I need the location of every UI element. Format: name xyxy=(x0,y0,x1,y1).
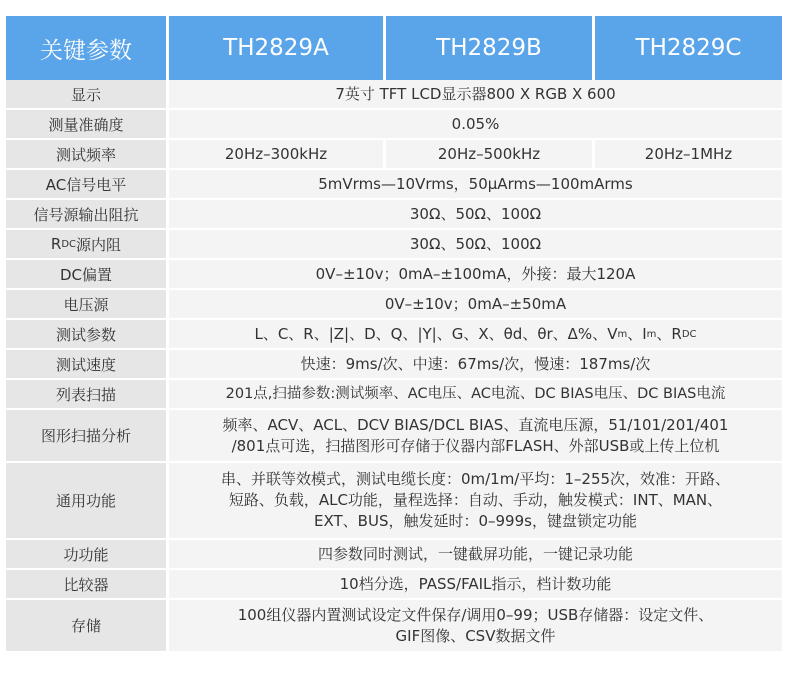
frequency-values xyxy=(169,140,782,168)
row-label: 测试速度 xyxy=(6,350,166,378)
row-label: 信号源输出阻抗 xyxy=(6,200,166,228)
row-storage xyxy=(6,600,782,653)
row-label: 测试参数 xyxy=(6,320,166,348)
row-voltage-source xyxy=(6,290,782,320)
row-value: 30Ω、50Ω、100Ω xyxy=(169,230,782,258)
row-aux xyxy=(6,540,782,570)
storage-line2: GIF图像、CSV数据文件 xyxy=(395,626,556,645)
row-display xyxy=(6,80,782,110)
row-graph-scan xyxy=(6,410,782,463)
row-speed xyxy=(6,350,782,380)
row-label: DC偏置 xyxy=(6,260,166,288)
frequency-b: 20Hz–500kHz xyxy=(386,140,592,168)
row-value xyxy=(169,410,782,461)
row-label: 功功能 xyxy=(6,540,166,568)
row-label: AC信号电平 xyxy=(6,170,166,198)
row-value: 0.05% xyxy=(169,110,782,138)
graph-scan-line1: 频率、ACV、ACL、DCV BIAS/DCL BIAS、直流电压源，51/101/201/401 xyxy=(222,415,729,434)
row-value: 快速：9ms/次、中速：67ms/次，慢速：187ms/次 xyxy=(169,350,782,378)
row-general xyxy=(6,463,782,540)
test-params-tail: 、R xyxy=(656,324,682,343)
graph-scan-line2: /801点可选，扫描图形可存储于仪器内部FLASH、外部USB或上传上位机 xyxy=(231,436,720,455)
row-value: 0V–±10v；0mA–±100mA，外接：最大120A xyxy=(169,260,782,288)
general-line1: 串、并联等效模式，测试电缆长度：0m/1m/平均：1–255次，效准：开路、 xyxy=(220,470,731,488)
row-label xyxy=(6,230,166,258)
row-label: 显示 xyxy=(6,80,166,108)
row-value: 四参数同时测试，一键截屏功能，一键记录功能 xyxy=(169,540,782,568)
table-header xyxy=(6,16,782,80)
header-param-label: 关键参数 xyxy=(6,16,166,80)
test-params-mid: 、I xyxy=(627,324,647,343)
row-list-scan xyxy=(6,380,782,410)
sub-m2: m xyxy=(646,328,657,340)
header-model-c: TH2829C xyxy=(595,16,782,80)
storage-line1: 100组仪器内置测试设定文件保存/调用0–99；USB存储器：设定文件、 xyxy=(237,605,714,624)
sub-dc: DC xyxy=(681,328,697,340)
rdc-label-main: R xyxy=(50,235,62,253)
row-label: 测试频率 xyxy=(6,140,166,168)
row-value: 201点,扫描参数:测试频率、AC电压、AC电流、DC BIAS电压、DC BIAS电流 xyxy=(169,380,782,408)
test-params-main: L、C、R、|Z|、D、Q、|Y|、G、X、θd、θr、Δ%、V xyxy=(254,324,618,343)
rdc-label-tail: 源内阻 xyxy=(76,235,122,254)
row-label: 列表扫描 xyxy=(6,380,166,408)
row-label: 测量准确度 xyxy=(6,110,166,138)
general-line3: EXT、BUS，触发延时：0–999s，键盘锁定功能 xyxy=(314,512,637,530)
row-accuracy xyxy=(6,110,782,140)
row-label: 图形扫描分析 xyxy=(6,410,166,461)
row-source-impedance xyxy=(6,200,782,230)
row-value: 10档分选，PASS/FAIL指示，档计数功能 xyxy=(169,570,782,598)
general-line2: 短路、负载，ALC功能，量程选择：自动、手动，触发模式：INT、MAN、 xyxy=(228,491,723,509)
header-model-a: TH2829A xyxy=(169,16,383,80)
row-label: 比较器 xyxy=(6,570,166,598)
row-comparator xyxy=(6,570,782,600)
row-rdc xyxy=(6,230,782,260)
row-frequency xyxy=(6,140,782,170)
row-value xyxy=(169,600,782,651)
header-model-b: TH2829B xyxy=(386,16,592,80)
row-dc-bias xyxy=(6,260,782,290)
spec-table xyxy=(6,16,782,653)
row-value: 5mVrms—10Vrms，50μArms—100mArms xyxy=(169,170,782,198)
row-value: 0V–±10v；0mA–±50mA xyxy=(169,290,782,318)
sub-m1: m xyxy=(617,328,628,340)
row-test-params xyxy=(6,320,782,350)
rdc-label-sub: DC xyxy=(61,238,77,250)
row-label: 通用功能 xyxy=(6,463,166,538)
row-value xyxy=(169,320,782,348)
row-value: 7英寸 TFT LCD显示器800 X RGB X 600 xyxy=(169,80,782,108)
row-value: 30Ω、50Ω、100Ω xyxy=(169,200,782,228)
row-ac-level xyxy=(6,170,782,200)
row-label: 电压源 xyxy=(6,290,166,318)
row-value xyxy=(169,463,782,538)
frequency-a: 20Hz–300kHz xyxy=(169,140,383,168)
frequency-c: 20Hz–1MHz xyxy=(595,140,782,168)
row-label: 存储 xyxy=(6,600,166,651)
